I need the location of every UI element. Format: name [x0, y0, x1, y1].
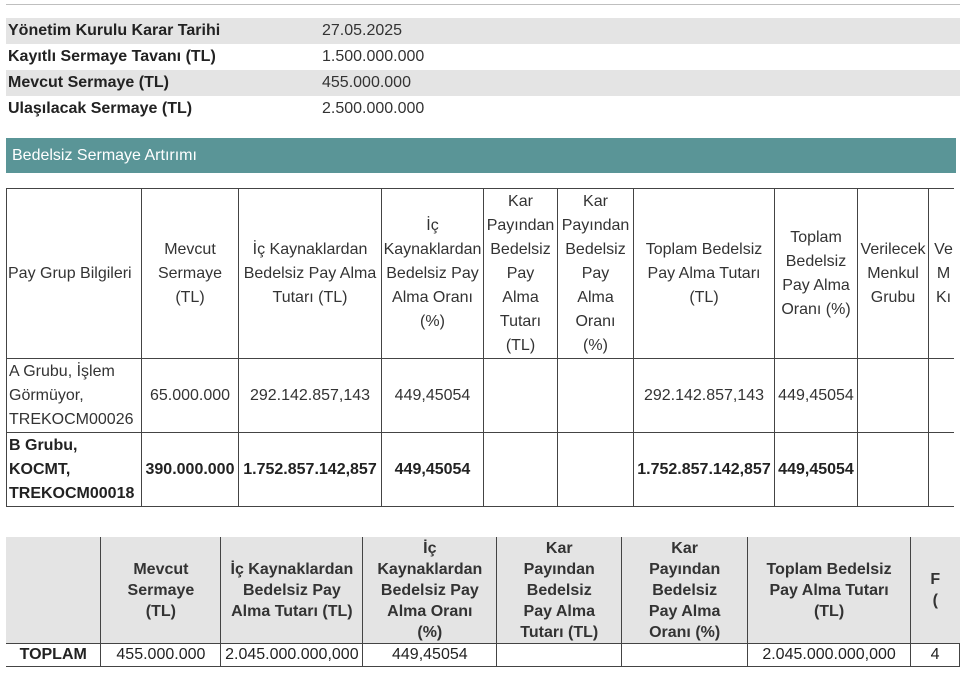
- table-cell: 449,45054: [775, 433, 858, 507]
- table-cell: [858, 433, 929, 507]
- total-value-cell: 449,45054: [363, 644, 497, 667]
- info-row: [6, 96, 960, 122]
- info-value: 1.500.000.000: [322, 48, 425, 65]
- column-header: İç Kaynaklardan Bedelsiz Pay Alma Tutarı (TL): [239, 189, 382, 359]
- total-table: [6, 537, 960, 667]
- info-row: [6, 70, 960, 96]
- info-label: Yönetim Kurulu Karar Tarihi: [6, 18, 312, 44]
- total-column-header: Kar Payından Bedelsiz Pay Alma Tutarı (TL): [497, 537, 622, 644]
- total-bottom-rule: [6, 666, 960, 667]
- info-row: [6, 44, 960, 70]
- table-cell: [858, 359, 929, 433]
- table-cell: 292.142.857,143: [239, 359, 382, 433]
- column-header: Kar Payından Bedelsiz Pay Alma Tutarı (TL): [484, 189, 558, 359]
- info-row: [6, 18, 960, 44]
- column-header: Verilecek Menkul Grubu: [858, 189, 929, 359]
- column-header: İç Kaynaklardan Bedelsiz Pay Alma Oranı (%): [382, 189, 484, 359]
- table-row: [7, 359, 959, 433]
- total-column-header: İç Kaynaklardan Bedelsiz Pay Alma Oranı (%): [363, 537, 497, 644]
- total-value-cell: [497, 644, 622, 667]
- table-clip-edge: [954, 188, 960, 510]
- table-cell: 449,45054: [382, 433, 484, 507]
- total-column-header: [6, 537, 101, 644]
- total-value-cell: 2.045.000.000,000: [221, 644, 363, 667]
- total-column-header: Kar Payından Bedelsiz Pay Alma Oranı (%): [622, 537, 748, 644]
- total-value-cell: [622, 644, 748, 667]
- info-value: 2.500.000.000: [322, 100, 425, 117]
- table-cell: 1.752.857.142,857: [239, 433, 382, 507]
- info-label: Kayıtlı Sermaye Tavanı (TL): [8, 48, 216, 65]
- column-header: Ve M Kı: [929, 189, 959, 359]
- table-cell: 390.000.000: [142, 433, 239, 507]
- table-row: [7, 433, 959, 507]
- info-label: Ulaşılacak Sermaye (TL): [8, 100, 193, 117]
- column-header: Toplam Bedelsiz Pay Alma Oranı (%): [775, 189, 858, 359]
- total-column-header: F (: [911, 537, 960, 644]
- table-cell: [484, 359, 558, 433]
- column-header: Kar Payından Bedelsiz Pay Alma Oranı (%): [558, 189, 634, 359]
- info-label: Mevcut Sermaye (TL): [6, 70, 312, 96]
- column-header: Pay Grup Bilgileri: [7, 189, 142, 359]
- table-cell: 292.142.857,143: [634, 359, 775, 433]
- table-cell: 449,45054: [775, 359, 858, 433]
- table-cell: [484, 433, 558, 507]
- total-value-cell: 455.000.000: [101, 644, 221, 667]
- column-header: Mevcut Sermaye (TL): [142, 189, 239, 359]
- column-header: Toplam Bedelsiz Pay Alma Tutarı (TL): [634, 189, 775, 359]
- top-rule: [6, 4, 960, 5]
- group-label-cell: A Grubu, İşlem Görmüyor, TREKOCM00026: [7, 359, 142, 433]
- group-allocation-table: [6, 188, 959, 507]
- total-value-cell: 4: [911, 644, 960, 667]
- info-value: 455.000.000: [312, 70, 960, 96]
- total-table-header-row: [6, 537, 960, 644]
- table-cell: 449,45054: [382, 359, 484, 433]
- total-column-header: İç Kaynaklardan Bedelsiz Pay Alma Tutarı (TL): [221, 537, 363, 644]
- total-label-cell: TOPLAM: [6, 644, 101, 667]
- decision-info-table: [6, 18, 960, 122]
- group-label-cell: B Grubu, KOCMT, TREKOCM00018: [7, 433, 142, 507]
- table-cell: [558, 433, 634, 507]
- info-value: 27.05.2025: [312, 18, 960, 44]
- total-column-header: Toplam Bedelsiz Pay Alma Tutarı (TL): [748, 537, 911, 644]
- total-column-header: Mevcut Sermaye (TL): [101, 537, 221, 644]
- table-cell: 1.752.857.142,857: [634, 433, 775, 507]
- table-cell: 65.000.000: [142, 359, 239, 433]
- total-value-cell: 2.045.000.000,000: [748, 644, 911, 667]
- section-title-bar: Bedelsiz Sermaye Artırımı: [6, 138, 956, 173]
- total-row: [6, 644, 960, 667]
- group-table-header-row: [7, 189, 959, 359]
- table-cell: [558, 359, 634, 433]
